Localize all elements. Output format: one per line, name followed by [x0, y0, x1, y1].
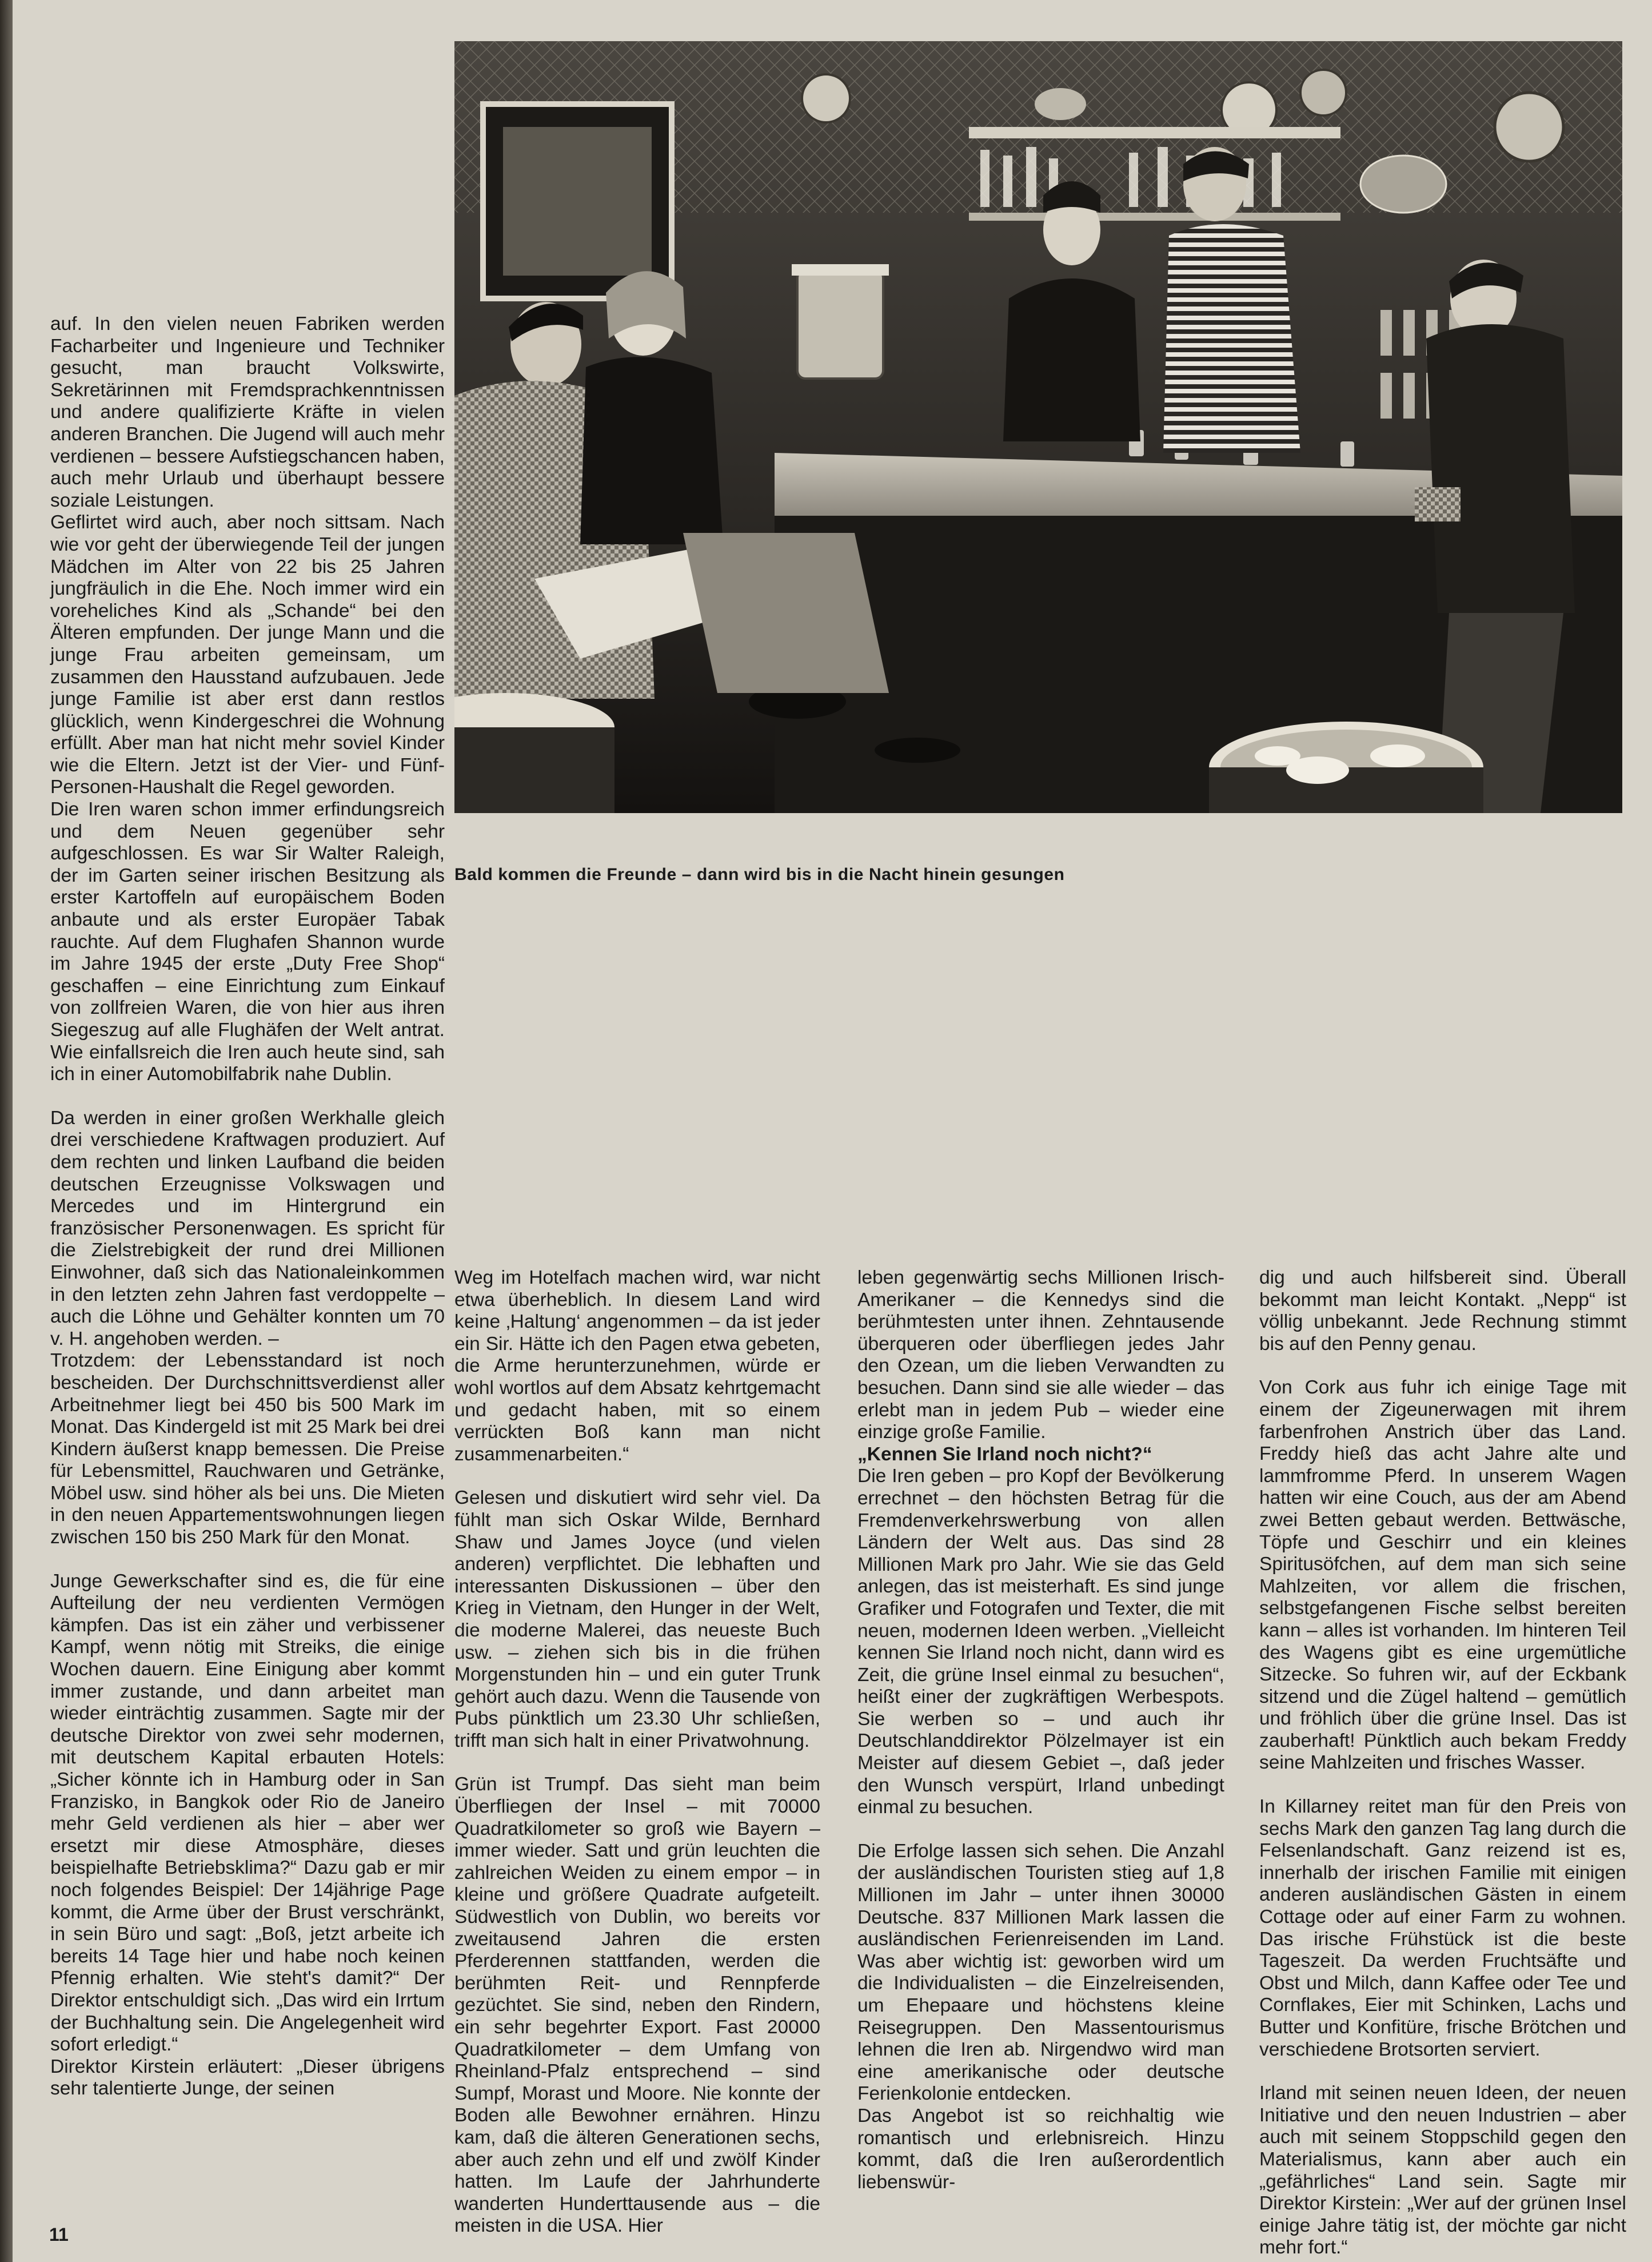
article-column-1 — [50, 313, 445, 2100]
section-heading: „Kennen Sie Irland noch nicht?“ — [857, 1443, 1152, 1465]
paragraph: Grün ist Trumpf. Das sieht man beim Überfliegen der Insel – mit 70000 Quadratkilometer so groß wie Bayern – immer wieder. Satt und grün leuchten die zahlreichen Weiden zu einem empor – in kleine und größere Quadrate aufgeteilt. Südwestlich von Dublin, wo bereits vor zweitausend Jahren die ersten Pferderennen stattfanden, werden die berühmten Reit- und Rennpferde gezüchtet. Sie sind, neben den Rindern, ein sehr begehrter Export. Fast 20000 Quadratkilometer – dem Umfang von Rheinland-Pfalz entsprechend – sind Sumpf, Morast und Moore. Nie konnte der Boden alle Bewohner ernähren. Hinzu kam, daß die älteren Generationen sechs, aber auch zehn und elf und zwölf Kinder hatten. Im Laufe der Jahrhunderte wanderten Hunderttausende aus – die meisten in die USA. Hier — [454, 1774, 820, 2237]
paragraph: Gelesen und diskutiert wird sehr viel. Da fühlt man sich Oskar Wilde, Bernhard Shaw und James Joyce (und vielen anderen) verpflichtet. Die lebhaften und interessanten Diskussionen – über den Krieg in Vietnam, den Hunger in der Welt, die moderne Malerei, das neueste Buch usw. – ziehen sich bis in die frühen Morgenstunden hin – und ein guter Trunk gehört auch dazu. Wenn die Tausende von Pubs pünktlich um 23.30 Uhr schließen, trifft man sich halt in einer Privatwohnung. — [454, 1487, 820, 1751]
paragraph: auf. In den vielen neuen Fabriken werden Facharbeiter und Ingenieure und Techniker gesucht, man braucht Volkswirte, Sekretärinnen mit Fremdsprachkenntnissen und andere qualifizierte Kräfte in vielen anderen Branchen. Die Jugend will auch mehr verdienen – bessere Aufstiegschancen haben, auch mehr Urlaub und überhaupt bessere soziale Leistungen. — [50, 313, 445, 511]
paragraph: Irland mit seinen neuen Ideen, der neuen Initiative und den neuen Industrien – aber auch mit seinem Stoppschild gegen den Materialismus, kann aber auch ein „gefährliches“ Land sein. Sagte mir Direktor Kirstein: „Wer auf der grünen Insel einige Jahre tätig ist, der möchte gar nicht mehr fort.“ — [1259, 2082, 1626, 2259]
paragraph: Die Erfolge lassen sich sehen. Die Anzahl der ausländischen Touristen stieg auf 1,8 Millionen im Jahr – unter ihnen 30000 Deutsche. 837 Millionen Mark lassen die ausländischen Ferienreisenden im Land. Was aber wichtig ist: geworben wird um die Individualisten – die Einzelreisenden, um Ehepaare und höchstens kleine Reisegruppen. Den Massentourismus lehnen die Iren ab. Nirgendwo wird man eine amerikanische oder deutsche Ferienkolonie entdecken. — [857, 1840, 1224, 2105]
paragraph: leben gegenwärtig sechs Millionen Irisch-Amerikaner – die Kennedys sind die berühmtesten unter ihnen. Zehntausende überqueren oder überfliegen jedes Jahr den Ozean, um die lieben Verwandten zu besuchen. Dann sind sie alle wieder – das erlebt man in jedem Pub – wieder eine einzige große Familie. — [857, 1267, 1224, 1443]
paragraph: Weg im Hotelfach machen wird, war nicht etwa überheblich. In diesem Land wird keine ‚Haltung‘ angenommen – da ist jeder ein Sir. Hätte ich den Pagen etwa gebeten, die Arme herunterzunehmen, würde er wohl wortlos auf dem Absatz kehrtgemacht und gedacht haben, mit so einem verrückten Boß kann man nicht zusammenarbeiten.“ — [454, 1267, 820, 1465]
page-spine-edge — [0, 0, 13, 2262]
article-column-4 — [1259, 1267, 1626, 2259]
pub-photograph — [454, 41, 1622, 813]
paragraph: Geflirtet wird auch, aber noch sittsam. Nach wie vor geht der überwiegende Teil der jungen Mädchen im Alter von 22 bis 25 Jahren jungfräulich in die Ehe. Noch immer wird ein voreheliches Kind als „Schande“ bei den Älteren empfunden. Der junge Mann und die junge Frau arbeiten gemeinsam, um zusammen den Hausstand aufzubauen. Jede junge Familie ist aber erst dann restlos glücklich, wenn Kindergeschrei die Wohnung erfüllt. Aber man hat nicht mehr soviel Kinder wie die Eltern. Jetzt ist der Vier- und Fünf-Personen-Haushalt die Regel geworden. — [50, 512, 445, 798]
paragraph: In Killarney reitet man für den Preis von sechs Mark den ganzen Tag lang durch die Felsenlandschaft. Ganz reizend ist es, innerhalb der irischen Familie mit einigen anderen ausländischen Gästen in einem Cottage oder auf einer Farm zu wohnen. Das irische Frühstück ist die beste Tageszeit. Da werden Fruchtsäfte und Obst und Milch, dann Kaffee oder Tee und Cornflakes, Eier mit Schinken, Lachs und Butter und Konfitüre, frische Brötchen und verschiedene Brotsorten serviert. — [1259, 1796, 1626, 2060]
paragraph: Junge Gewerkschafter sind es, die für eine Aufteilung der neu verdienten Vermögen kämpfen. Das ist ein zäher und verbissener Kampf, wenn nötig mit Streiks, die einige Wochen dauern. Eine Einigung aber kommt immer zustande, und dann arbeitet man wieder einträchtig zusammen. Sagte mir der deutsche Direktor von zwei sehr modernen, mit deutschem Kapital erbauten Hotels: „Sicher könnte ich in Hamburg oder in San Franzisko, in Bangkok oder Rio de Janeiro mehr Geld verdienen als hier – aber wer ersetzt mir diese Atmosphäre, dieses beispielhafte Betriebsklima?“ Dazu gab er mir noch folgendes Beispiel: Der 14jährige Page kommt, die Arme über der Brust verschränkt, in sein Büro und sagt: „Boß, jetzt arbeite ich bereits 14 Tage hier und habe noch keinen Pfennig erhalten. Wie steht's damit?“ Der Direktor entschuldigt sich. „Das wird ein Irrtum der Buchhaltung sein. Die Angelegenheit wird sofort erledigt.“ — [50, 1570, 445, 2056]
paragraph: Die Iren waren schon immer erfindungsreich und dem Neuen gegenüber sehr aufgeschlossen. Es war Sir Walter Raleigh, der im Garten seiner irischen Besitzung als erster Kartoffeln auf europäischem Boden anbaute und als erster Europäer Tabak rauchte. Auf dem Flughafen Shannon wurde im Jahre 1945 der erste „Duty Free Shop“ geschaffen – eine Einrichtung zum Einkauf von zollfreien Waren, die von hier aus ihren Siegeszug auf alle Flughäfen der Welt antrat. Wie einfallsreich die Iren auch heute sind, sah ich in einer Automobilfabrik nahe Dublin. — [50, 799, 445, 1085]
page-number: 11 — [49, 2224, 69, 2245]
paragraph: Da werden in einer großen Werkhalle gleich drei verschiedene Kraftwagen produziert. Auf dem rechten und linken Laufband die beiden deutschen Erzeugnisse Volkswagen und Mercedes und im Hintergrund ein französischer Personenwagen. Es spricht für die Zielstrebigkeit der rund drei Millionen Einwohner, daß sich das Nationaleinkommen in den letzten zehn Jahren fast verdoppelte – auch die Löhne und Gehälter konnten um 70 v. H. angehoben werden. – — [50, 1107, 445, 1349]
article-column-3 — [857, 1267, 1224, 2193]
paragraph: Direktor Kirstein erläutert: „Dieser übrigens sehr talentierte Junge, der seinen — [50, 2056, 445, 2100]
photo-caption: Bald kommen die Freunde – dann wird bis in die Nacht hinein gesungen — [454, 865, 1065, 884]
paragraph: dig und auch hilfsbereit sind. Überall bekommt man leicht Kontakt. „Nepp“ ist völlig unbekannt. Jede Rechnung stimmt bis auf den Penny genau. — [1259, 1267, 1626, 1355]
paragraph: Trotzdem: der Lebensstandard ist noch bescheiden. Der Durchschnittsverdienst aller Arbeitnehmer liegt bei 450 bis 500 Mark im Monat. Das Kindergeld ist mit 25 Mark bei drei Kindern äußerst knapp bemessen. Die Preise für Lebensmittel, Rauchwaren und Getränke, Möbel usw. sind höher als bei uns. Die Mieten in den neuen Appartementswohnungen liegen zwischen 150 bis 250 Mark für den Monat. — [50, 1350, 445, 1548]
paragraph: Das Angebot ist so reichhaltig wie romantisch und erlebnisreich. Hinzu kommt, daß die Iren außerordentlich liebenswür- — [857, 2105, 1224, 2193]
paragraph: Die Iren geben – pro Kopf der Bevölkerung errechnet – den höchsten Betrag für die Fremdenverkehrswerbung von allen Ländern der Welt aus. Das sind 28 Millionen Mark pro Jahr. Wie sie das Geld anlegen, das ist meisterhaft. Es sind junge Grafiker und Fotografen und Texter, die mit neuen, modernen Ideen werben. „Vielleicht kennen Sie Irland noch nicht, dann wird es Zeit, die grüne Insel einmal zu besuchen“, heißt einer der zugkräftigen Werbespots. Sie werben so – und auch ihr Deutschlanddirektor Pölzelmayer ist ein Meister auf diesem Gebiet –, daß jeder den Wunsch verspürt, Irland unbedingt einmal zu besuchen. — [857, 1465, 1224, 1818]
paragraph: Von Cork aus fuhr ich einige Tage mit einem der Zigeunerwagen mit ihrem farbenfrohen Anstrich über das Land. Freddy hieß das acht Jahre alte und lammfromme Pferd. In unserem Wagen hatten wir eine Couch, aus der am Abend zwei Betten gebaut werden. Bettwäsche, Töpfe und Geschirr und ein kleines Spiritusöfchen, auf dem man sich seine Mahlzeiten, vor allem die frischen, selbstgefangenen Fische selbst bereiten kann – alles ist vorhanden. Im hinteren Teil des Wagens gibt es eine urgemütliche Sitzecke. So fuhren wir, auf der Eckbank sitzend und die Zügel haltend – gemütlich und fröhlich über die grüne Insel. Das ist zauberhaft! Pünktlich auch bekam Freddy seine Mahlzeiten und frisches Wasser. — [1259, 1377, 1626, 1774]
article-column-2 — [454, 1267, 820, 2237]
